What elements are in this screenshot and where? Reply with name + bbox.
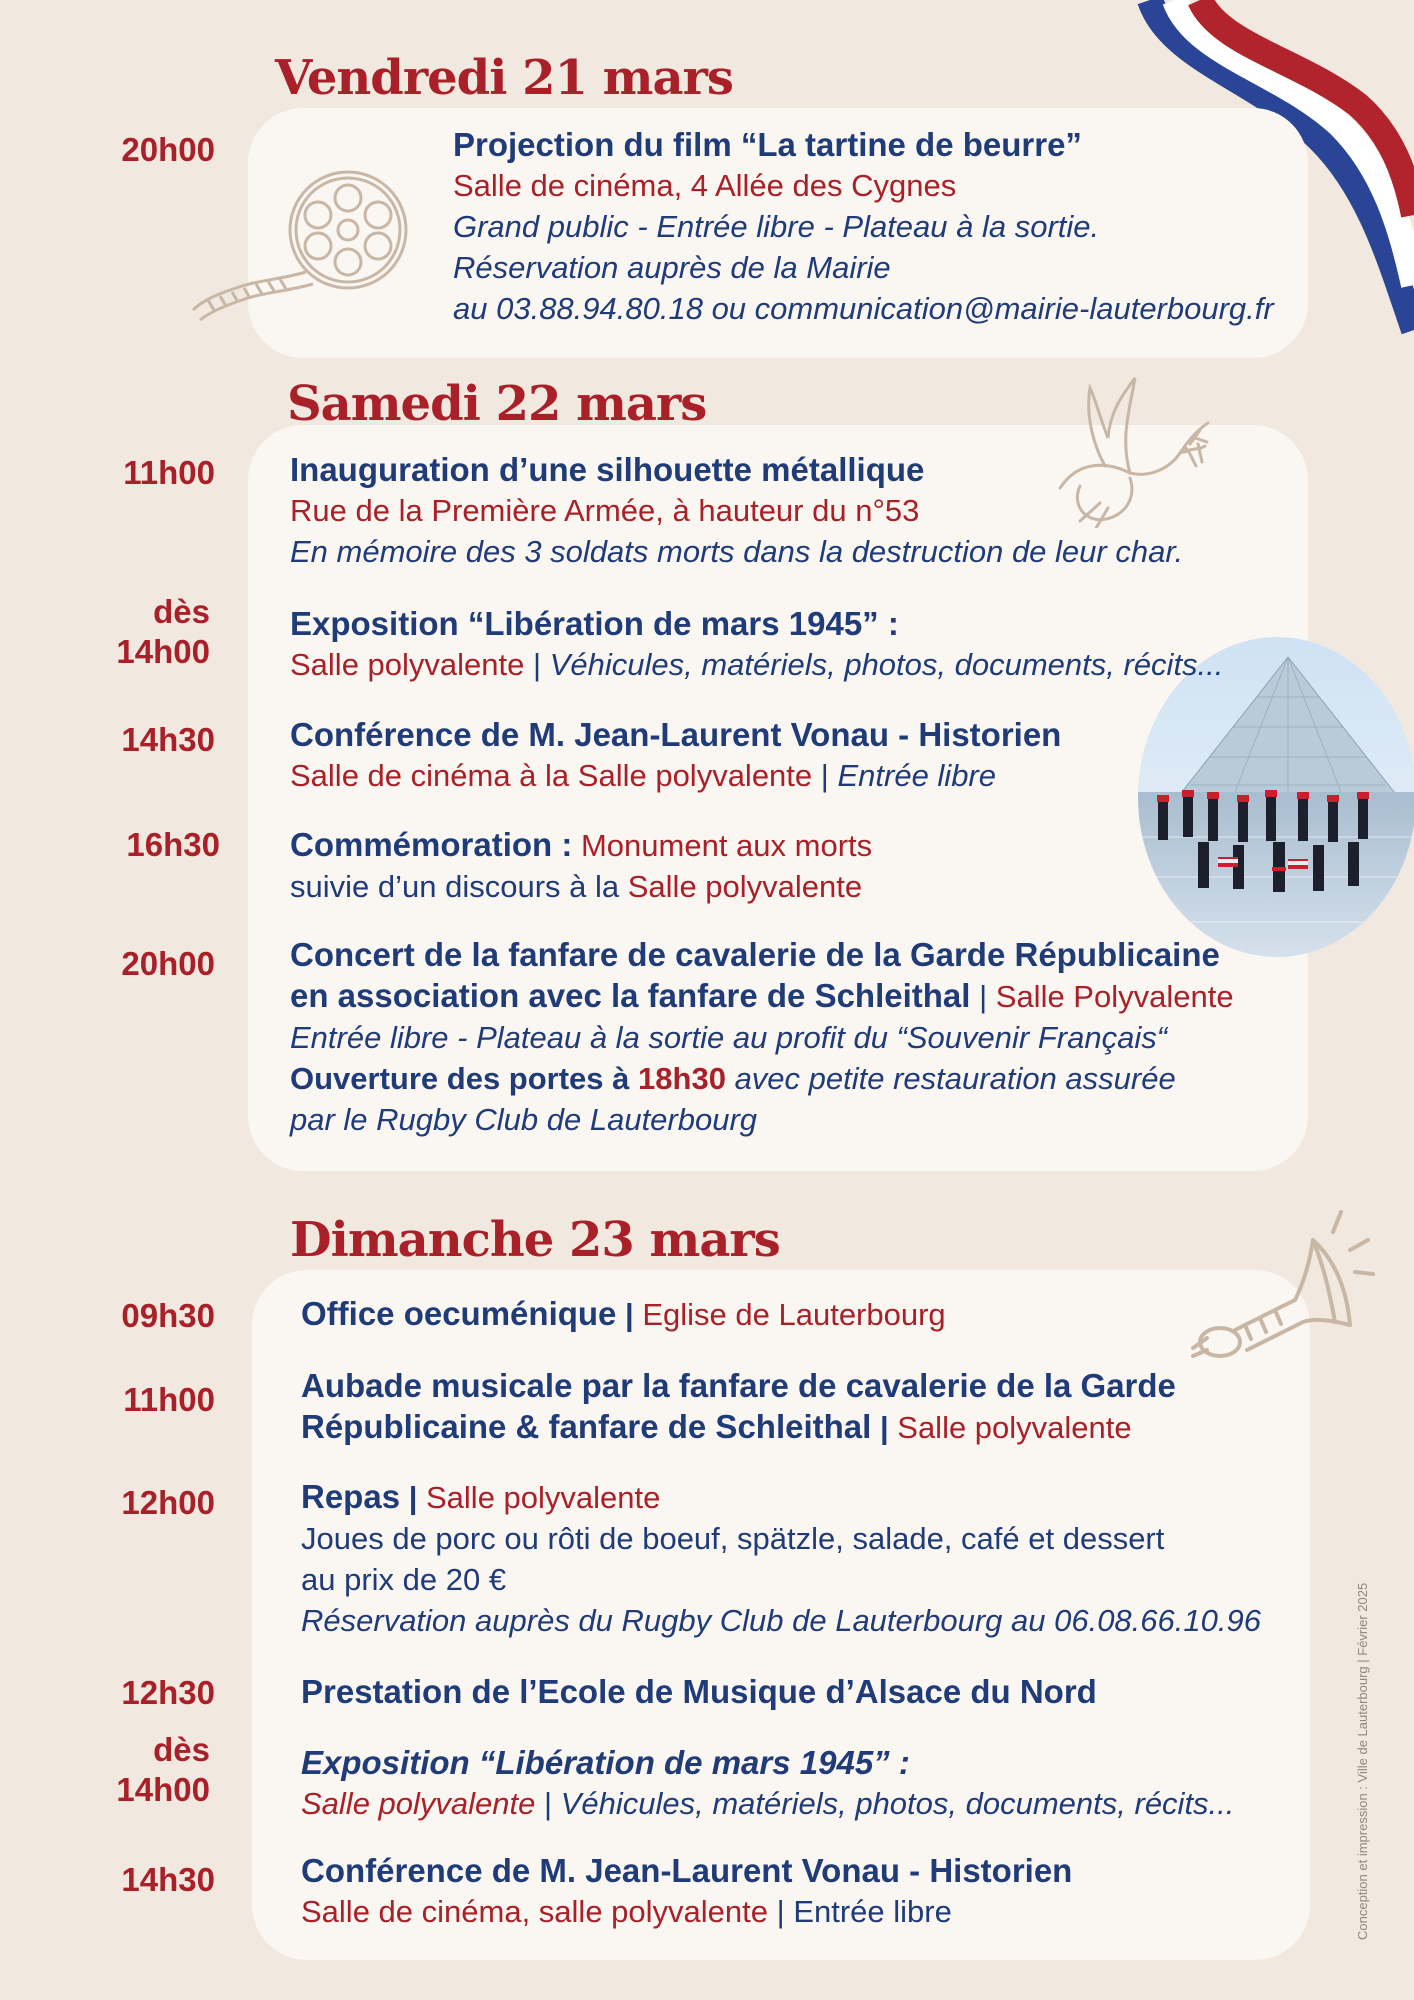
separator: | bbox=[979, 979, 988, 1014]
credit-line: Conception et impression : Ville de Lauterbourg | Février 2025 bbox=[1355, 1582, 1370, 1940]
event-location: Salle de cinéma, salle polyvalente bbox=[301, 1894, 768, 1929]
event-location: Salle polyvalente bbox=[627, 869, 863, 904]
event-note: suivie d’un discours à la bbox=[290, 869, 620, 904]
event-title: Office oecuménique bbox=[301, 1295, 617, 1332]
event-title: Projection du film “La tartine de beurre” bbox=[453, 126, 1082, 163]
event-title: Commémoration : bbox=[290, 826, 573, 863]
event-saturday-exposition bbox=[290, 603, 1223, 685]
event-time: 14h00 bbox=[116, 1771, 210, 1808]
event-friday-film bbox=[453, 124, 1274, 329]
event-title: Inauguration d’une silhouette métallique bbox=[290, 451, 925, 488]
event-note: Véhicules, matériels, photos, documents, récits... bbox=[560, 1786, 1235, 1821]
event-note: Entrée libre bbox=[793, 1894, 952, 1929]
event-sunday-aubade bbox=[301, 1365, 1176, 1448]
event-title: Républicaine & fanfare de Schleithal bbox=[301, 1408, 872, 1445]
event-saturday-concert bbox=[290, 934, 1234, 1140]
event-time: 12h30 bbox=[121, 1674, 215, 1711]
event-note: Véhicules, matériels, photos, documents, récits... bbox=[549, 647, 1224, 682]
event-time: 12h00 bbox=[121, 1484, 215, 1521]
separator: | bbox=[625, 1297, 634, 1332]
event-contact: au 03.88.94.80.18 ou communication@mairie-lauterbourg.fr bbox=[453, 291, 1274, 326]
event-sunday-office bbox=[301, 1293, 946, 1335]
event-note: Entrée libre - Plateau à la sortie au profit du “Souvenir Français“ bbox=[290, 1020, 1168, 1055]
doors-time: 18h30 bbox=[638, 1061, 726, 1096]
event-location: Salle de cinéma, 4 Allée des Cygnes bbox=[453, 168, 957, 203]
event-title: en association avec la fanfare de Schleithal bbox=[290, 977, 971, 1014]
event-time: 14h30 bbox=[121, 1861, 215, 1898]
event-location: Salle polyvalente bbox=[301, 1786, 536, 1821]
day-title-saturday: Samedi 22 mars bbox=[287, 376, 707, 432]
event-note: En mémoire des 3 soldats morts dans la destruction de leur char. bbox=[290, 534, 1184, 569]
day-title-sunday: Dimanche 23 mars bbox=[290, 1212, 780, 1268]
event-time: 20h00 bbox=[121, 945, 215, 982]
event-sunday-conference bbox=[301, 1850, 1072, 1932]
event-note: Réservation auprès de la Mairie bbox=[453, 250, 891, 285]
event-title: Aubade musicale par la fanfare de cavalerie de la Garde bbox=[301, 1367, 1176, 1404]
event-location: Salle Polyvalente bbox=[995, 979, 1234, 1014]
event-price: au prix de 20 € bbox=[301, 1562, 507, 1597]
event-location: Eglise de Lauterbourg bbox=[642, 1297, 946, 1332]
event-location: Salle de cinéma à la Salle polyvalente bbox=[290, 758, 813, 793]
event-menu: Joues de porc ou rôti de boeuf, spätzle, salade, café et dessert bbox=[301, 1521, 1165, 1556]
event-time: 11h00 bbox=[123, 1381, 215, 1418]
separator: | bbox=[879, 1410, 889, 1445]
event-title: Conférence de M. Jean-Laurent Vonau - Historien bbox=[301, 1852, 1073, 1889]
separator: | bbox=[544, 1786, 553, 1821]
event-time: dès bbox=[153, 593, 210, 630]
event-note: Réservation auprès du Rugby Club de Lauterbourg au 06.08.66.10.96 bbox=[301, 1603, 1261, 1638]
trumpet-icon bbox=[1185, 1210, 1375, 1380]
separator: | bbox=[776, 1894, 785, 1929]
event-sunday-prestation bbox=[301, 1671, 1097, 1712]
event-title: Concert de la fanfare de cavalerie de la Garde Républicaine bbox=[290, 936, 1220, 973]
event-note: Grand public - Entrée libre - Plateau à la sortie. bbox=[453, 209, 1100, 244]
event-location: Salle polyvalente bbox=[897, 1410, 1132, 1445]
event-saturday-commemoration bbox=[290, 824, 872, 907]
event-note: par le Rugby Club de Lauterbourg bbox=[290, 1102, 758, 1137]
doors-label: Ouverture des portes à bbox=[290, 1061, 630, 1096]
event-sunday-repas bbox=[301, 1476, 1261, 1641]
band-photo bbox=[1138, 637, 1414, 957]
separator: | bbox=[820, 758, 829, 793]
event-sunday-exposition bbox=[301, 1742, 1234, 1824]
event-title: Exposition “Libération de mars 1945” : bbox=[290, 605, 899, 642]
event-location: Rue de la Première Armée, à hauteur du n°53 bbox=[290, 493, 920, 528]
event-title: Prestation de l’Ecole de Musique d’Alsace du Nord bbox=[301, 1673, 1097, 1710]
event-time: 20h00 bbox=[121, 131, 215, 168]
event-saturday-conference bbox=[290, 714, 1061, 796]
event-time: 14h00 bbox=[116, 633, 210, 670]
event-title: Repas bbox=[301, 1478, 401, 1515]
separator: | bbox=[533, 647, 542, 682]
event-title: Exposition “Libération de mars 1945” : bbox=[301, 1744, 910, 1781]
day-title-friday: Vendredi 21 mars bbox=[275, 50, 733, 106]
event-location: Salle polyvalente bbox=[290, 647, 525, 682]
event-saturday-inauguration bbox=[290, 449, 1183, 572]
event-note: Entrée libre bbox=[837, 758, 996, 793]
event-time: 14h30 bbox=[121, 721, 215, 758]
event-location: Monument aux morts bbox=[580, 828, 873, 863]
event-location: Salle polyvalente bbox=[426, 1480, 661, 1515]
event-note: avec petite restauration assurée bbox=[734, 1061, 1176, 1096]
event-time: dès bbox=[153, 1731, 210, 1768]
event-time: 11h00 bbox=[123, 454, 215, 491]
event-title: Conférence de M. Jean-Laurent Vonau - Historien bbox=[290, 716, 1062, 753]
separator: | bbox=[408, 1480, 418, 1515]
film-reel-icon bbox=[188, 160, 408, 330]
event-time: 16h30 bbox=[126, 826, 220, 863]
event-time: 09h30 bbox=[121, 1297, 215, 1334]
